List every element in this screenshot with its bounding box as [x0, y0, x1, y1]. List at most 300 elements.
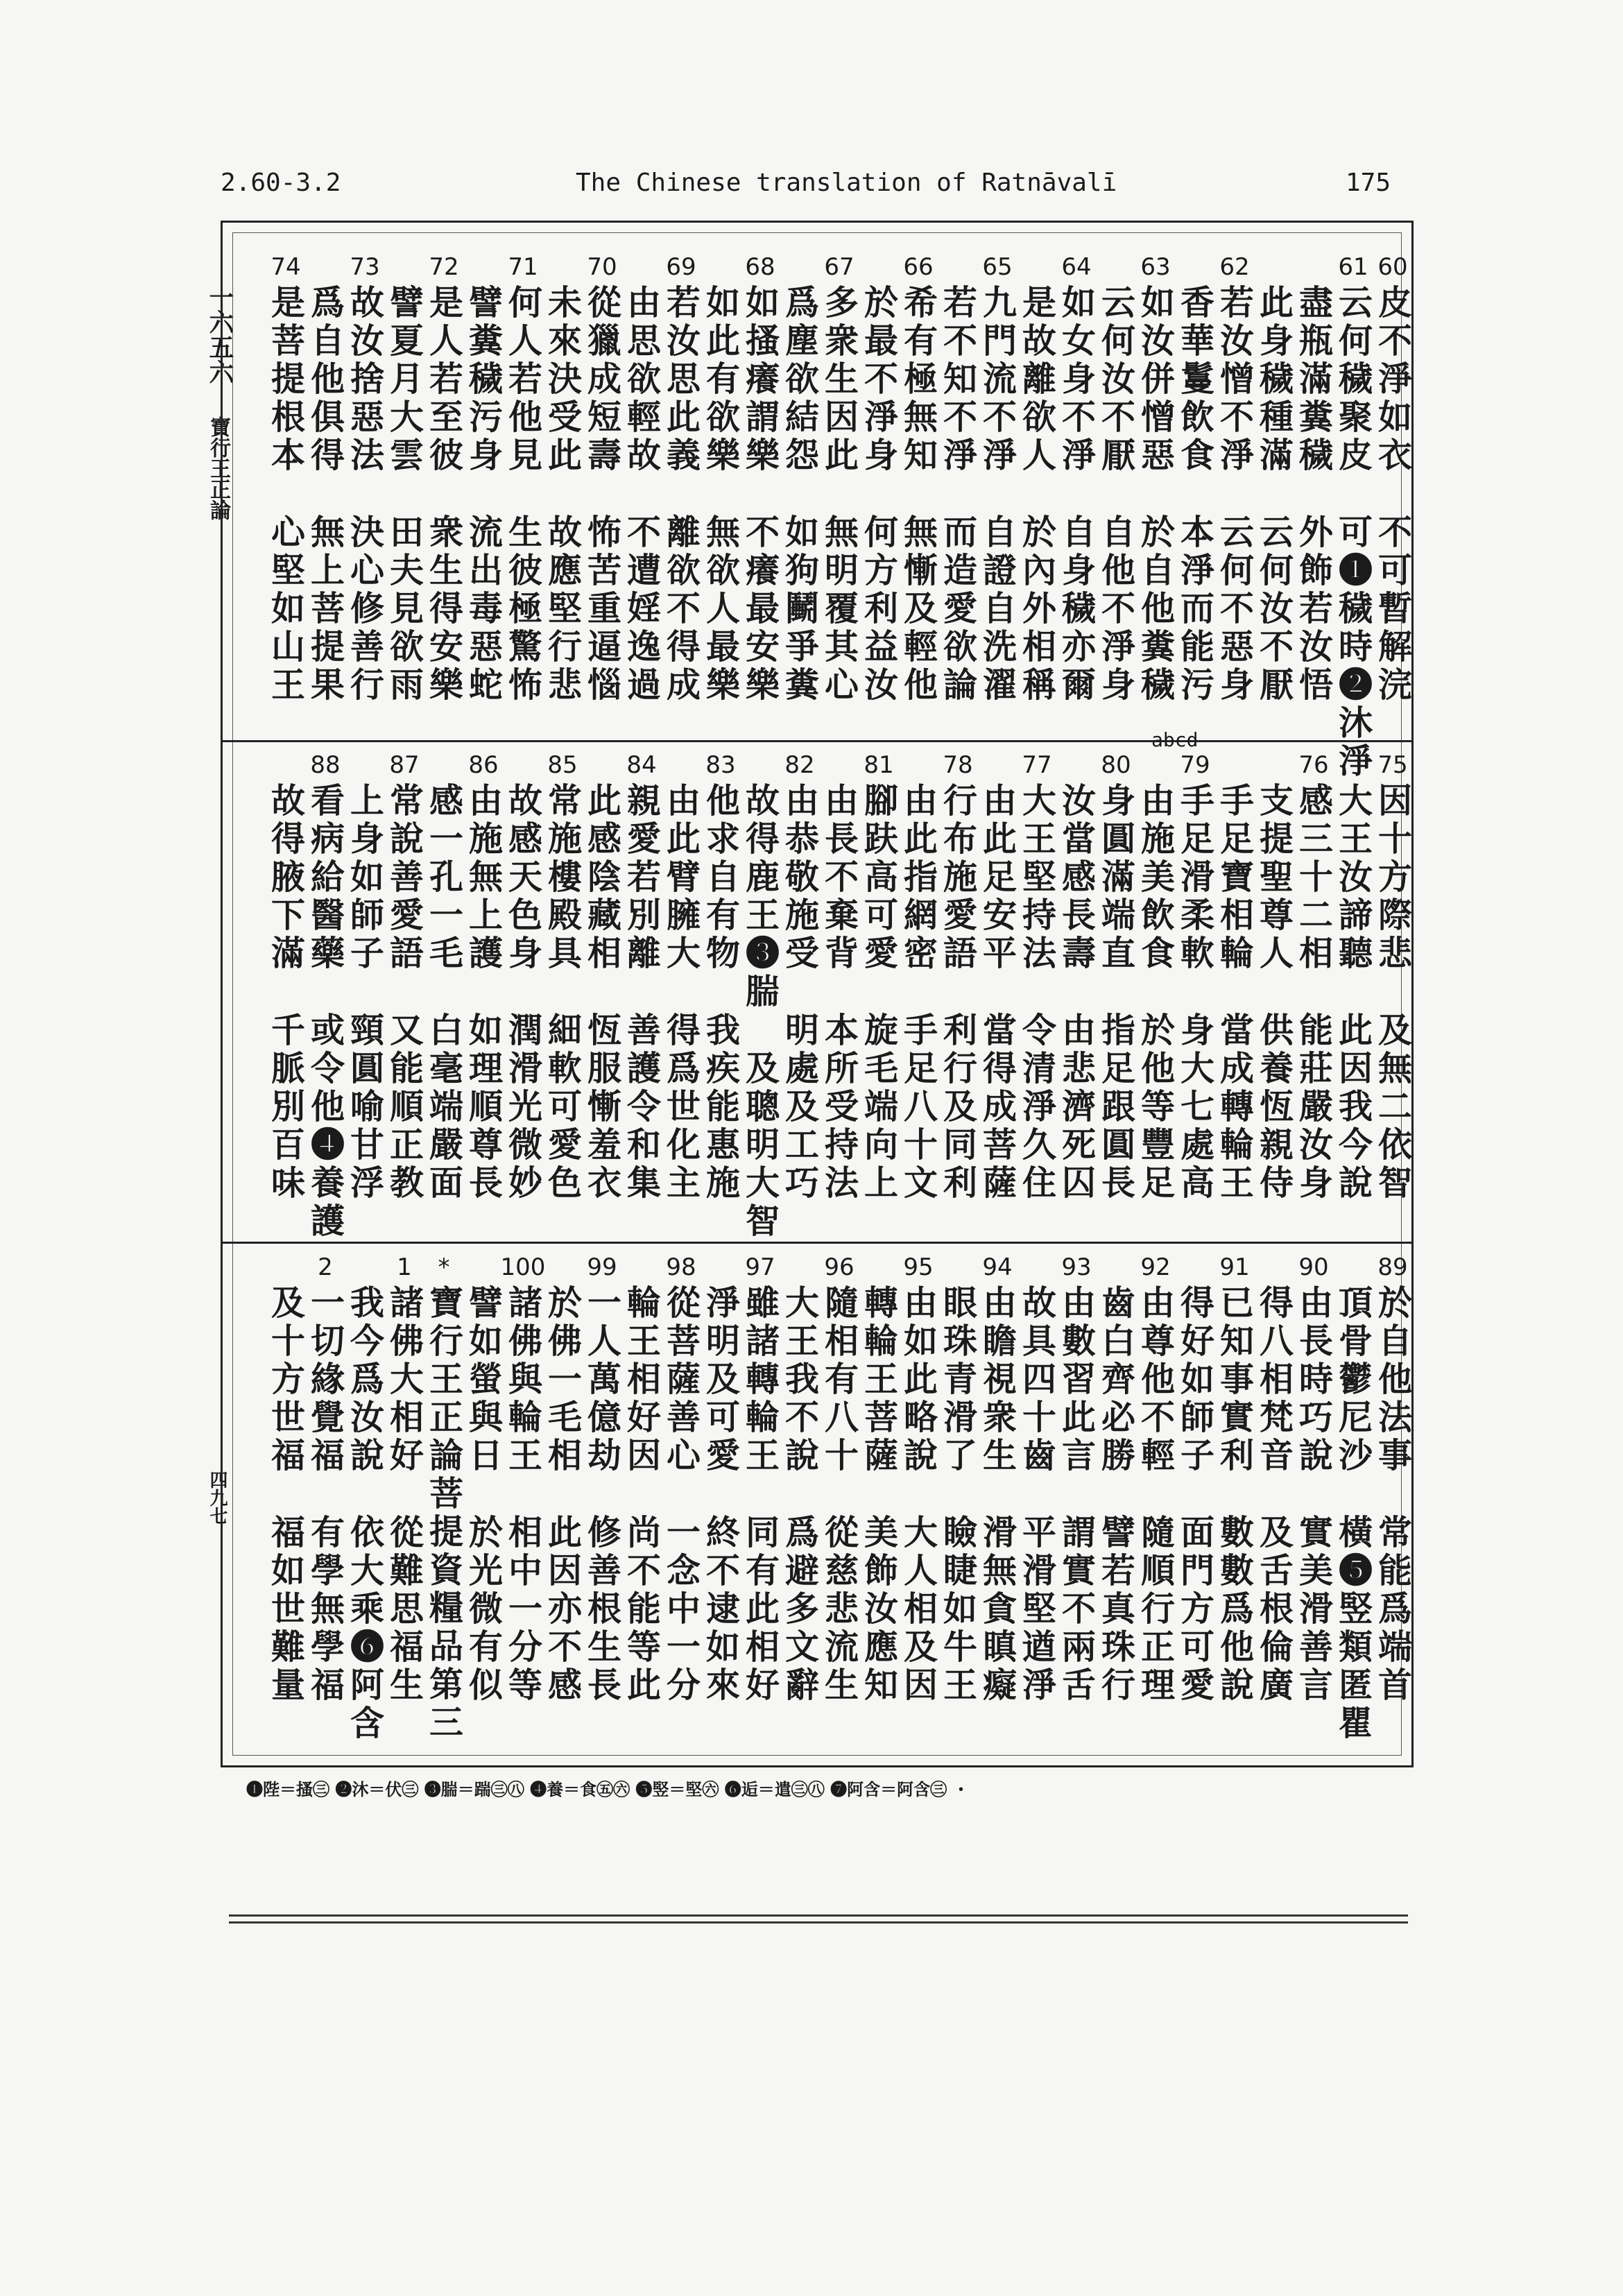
verse-line-upper: 故得鹿王❸腨 [740, 782, 781, 1011]
verse-line-upper: 諸佛與輪王 [503, 1285, 544, 1475]
verse-line-lower: 不遭婬逸過 [621, 514, 662, 705]
verse-column [500, 748, 546, 1203]
verse-line-upper: 譬如螢與日 [463, 1285, 504, 1475]
verse-column [974, 250, 1020, 705]
verse-line-lower: 自證自洗濯 [977, 514, 1018, 705]
verse-line-upper: 多衆生因此 [819, 284, 860, 475]
verse-column [1014, 1250, 1060, 1705]
verse-line-lower: 故應堅行悲 [542, 514, 583, 705]
verse-column [777, 250, 823, 705]
verse-column [1054, 748, 1099, 1203]
verse-line-lower: 恆服慚羞衣 [582, 1012, 623, 1203]
verse-line-lower: 何方利益汝 [859, 514, 900, 705]
verse-column [816, 250, 862, 705]
verse-line-lower: 心堅如山王 [266, 514, 307, 705]
verse-number: 95 [903, 1253, 934, 1281]
verse-line-upper: 希有極無知 [898, 284, 939, 475]
verse-number: 100 [500, 1253, 546, 1281]
verse-column [302, 250, 348, 705]
verse-line-upper: 常說善愛語 [384, 782, 425, 973]
verse-line-lower: 千脈別百味 [266, 1012, 307, 1203]
verse-line-upper: 於最不淨身 [859, 284, 900, 475]
verse-column [302, 748, 348, 1241]
verse-column [1212, 748, 1257, 1203]
verse-column [1172, 250, 1218, 705]
verse-number: 91 [1219, 1253, 1250, 1281]
verse-line-upper: 由瞻視衆生 [977, 1285, 1018, 1475]
verse-number: 67 [824, 253, 855, 281]
verse-line-upper: 於佛一毛相 [542, 1285, 583, 1475]
verse-number: 74 [270, 253, 301, 281]
verse-line-upper: 爲塵欲結怨 [780, 284, 821, 475]
verse-column [935, 748, 981, 1203]
verse-line-lower: 不可暫解浣 [1373, 514, 1414, 705]
verse-line-upper: 手足寶相輪 [1214, 782, 1255, 973]
verse-line-upper: 由此指網密 [898, 782, 939, 973]
verse-number: 83 [705, 751, 736, 779]
verse-line-upper: 由施無上護 [463, 782, 504, 973]
verse-column [1251, 748, 1297, 1203]
verse-column [421, 250, 467, 705]
verse-column [579, 250, 625, 705]
verse-column [342, 250, 388, 705]
verse-line-upper: 及十方世福 [266, 1285, 307, 1475]
verse-number: 90 [1298, 1253, 1329, 1281]
verse-line-lower: 而造愛欲論 [938, 514, 979, 705]
verse-line-lower: 同有此相好 [740, 1514, 781, 1705]
verse-line-lower: 隨順行正理 [1135, 1514, 1176, 1705]
verse-line-upper: 由長不棄背 [819, 782, 860, 973]
verse-column [1370, 748, 1416, 1203]
verse-line-upper: 爲自他俱得 [305, 284, 346, 475]
verse-line-upper: 由數習此言 [1056, 1285, 1097, 1475]
verse-line-upper: 行布施愛語 [938, 782, 979, 973]
verse-number: 1 [397, 1253, 412, 1281]
verse-line-lower: 明處及工巧 [780, 1012, 821, 1203]
verse-line-lower: 當得成菩薩 [977, 1012, 1018, 1203]
verse-line-lower: 外飾若汝悟 [1294, 514, 1334, 705]
verse-number: * [438, 1253, 450, 1281]
verse-line-upper: 大王我不說 [780, 1285, 821, 1475]
verse-number: 72 [429, 253, 459, 281]
verse-line-lower: 身大七處高 [1175, 1012, 1216, 1203]
verse-column [816, 1250, 862, 1705]
verse-line-lower: 潤滑光微妙 [503, 1012, 544, 1203]
margin-page-number: 四九七 [207, 1471, 227, 1525]
verse-line-lower: 無慚及輕他 [898, 514, 939, 705]
verse-line-lower: 譬若真珠行 [1096, 1514, 1137, 1705]
verse-line-lower: 白毫端嚴面 [424, 1012, 465, 1203]
verse-column [1093, 250, 1139, 705]
verse-line-upper: 由此臂臃大 [661, 782, 702, 973]
verse-line-upper: 已知事實利 [1214, 1285, 1255, 1475]
verse-line-upper: 得八相梵音 [1254, 1285, 1295, 1475]
verse-column [1291, 250, 1337, 705]
verse-line-upper: 若汝憎不淨 [1214, 284, 1255, 475]
verse-line-lower: 面門方可愛 [1175, 1514, 1216, 1705]
verse-line-lower: 於自他糞穢 [1135, 514, 1176, 705]
verse-line-upper: 由恭敬施受 [780, 782, 821, 973]
verse-line-lower: 爲避多文辭 [780, 1514, 821, 1705]
verse-line-lower: 可❶穢時❷沐淨 [1333, 514, 1374, 781]
verse-column [1014, 748, 1060, 1203]
footnotes: ❶陛＝搔㊂ ❷沐＝伏㊂ ❸腨＝踹㊂㊇ ❹養＝食㊄㊅ ❺竪＝堅㊅ ❻逅＝遣㊂㊇ ❼阿含＝阿含㊂ ・ [246, 1779, 970, 1799]
verse-column [895, 1250, 941, 1705]
verse-line-lower: 手足八十文 [898, 1012, 939, 1203]
verse-number: 92 [1140, 1253, 1171, 1281]
verse-column [658, 1250, 704, 1705]
verse-column [1054, 250, 1099, 705]
verse-column [1093, 1250, 1139, 1705]
verse-line-upper: 如搔癢謂樂 [740, 284, 781, 475]
verse-line-upper: 若汝思此義 [661, 284, 702, 475]
verse-number: 86 [468, 751, 499, 779]
verse-line-upper: 是菩提根本 [266, 284, 307, 475]
verse-number: 66 [903, 253, 934, 281]
verse-number: 79 [1180, 751, 1210, 779]
verse-column [579, 748, 625, 1203]
verse-line-lower: 由悲濟死囚 [1056, 1012, 1097, 1203]
verse-column [1370, 1250, 1416, 1705]
verse-line-upper: 淨明及可愛 [701, 1285, 741, 1475]
verse-line-upper: 親愛若別離 [621, 782, 662, 973]
verse-column [1093, 748, 1139, 1203]
verse-line-lower: 有學無學福 [305, 1514, 346, 1705]
verse-column [381, 748, 427, 1203]
verse-line-lower: 我疾能惠施 [701, 1012, 741, 1203]
page-range-label: 2.60-3.2 [221, 169, 341, 197]
verse-line-upper: 由如此略說 [898, 1285, 939, 1475]
verse-line-upper: 隨相有八十 [819, 1285, 860, 1475]
verse-line-upper: 感一孔一毛 [424, 782, 465, 973]
verse-number: 62 [1219, 253, 1250, 281]
verse-line-upper: 由尊他不輕 [1135, 1285, 1176, 1475]
verse-line-lower: 福如世難量 [266, 1514, 307, 1705]
verse-column [579, 1250, 625, 1705]
verse-line-upper: 九門流不淨 [977, 284, 1018, 475]
verse-line-lower: 當成轉輪王 [1214, 1012, 1255, 1203]
verse-number: 98 [666, 1253, 696, 1281]
verse-line-upper: 因十方際悲 [1373, 782, 1414, 973]
verse-number: 71 [508, 253, 538, 281]
verse-line-upper: 香華鬘飲食 [1175, 284, 1216, 475]
verse-column [342, 748, 388, 1203]
verse-line-lower: 相中一分等 [503, 1514, 544, 1705]
page-number: 175 [1346, 169, 1391, 197]
verse-line-lower: 此因亦不感 [542, 1514, 583, 1705]
verse-column [540, 250, 585, 705]
verse-line-upper: 於自他法事 [1373, 1285, 1414, 1475]
verse-line-lower: 美飾汝應知 [859, 1514, 900, 1705]
verse-line-lower: 尚不能等此 [621, 1514, 662, 1705]
verse-line-upper: 云何穢聚皮 [1333, 284, 1374, 475]
verse-column [698, 748, 744, 1203]
verse-number: 68 [745, 253, 775, 281]
verse-line-upper: 皮不淨如衣 [1373, 284, 1414, 475]
verse-column [1291, 748, 1337, 1203]
verse-line-lower: 本淨而能污 [1175, 514, 1216, 705]
verse-line-upper: 寶行王正論菩提資糧品第三 [424, 1285, 465, 1742]
verse-column [342, 1250, 388, 1743]
verse-column [1172, 1250, 1218, 1705]
verse-line-lower: 滑無貪瞋癡 [977, 1514, 1018, 1705]
verse-line-upper: 如汝併憎惡 [1135, 284, 1176, 475]
verse-line-upper: 故感天色身 [503, 782, 544, 973]
verse-number: 75 [1377, 751, 1408, 779]
verse-line-lower: 又能順正教 [384, 1012, 425, 1203]
verse-line-lower: 生彼極驚怖 [503, 514, 544, 705]
margin-volume-number: 一六五六 [205, 284, 234, 384]
verse-line-upper: 轉輪王菩薩 [859, 1285, 900, 1475]
verse-line-lower: 云何不惡身 [1214, 514, 1255, 705]
verse-column [619, 748, 664, 1203]
verse-number: 80 [1101, 751, 1131, 779]
verse-column [500, 250, 546, 705]
verse-line-lower: 一念中一分 [661, 1514, 702, 1705]
verse-column [1212, 250, 1257, 705]
verse-line-lower: 本所受持法 [819, 1012, 860, 1203]
verse-line-lower: 實美滑善言 [1294, 1514, 1334, 1705]
verse-line-upper: 由施美飲食 [1135, 782, 1176, 973]
verse-column [1330, 748, 1376, 1203]
verse-number: 69 [666, 253, 696, 281]
verse-line-lower: 流出毒惡蛇 [463, 514, 504, 705]
verse-line-upper: 如女身不淨 [1056, 284, 1097, 475]
verse-column [1251, 1250, 1297, 1705]
verse-line-upper: 何人若他見 [503, 284, 544, 475]
verse-number: 73 [350, 253, 380, 281]
verse-number: 99 [587, 1253, 617, 1281]
verse-line-lower: 終不逮如來 [701, 1514, 741, 1705]
verse-number: 76 [1298, 751, 1329, 779]
verse-line-upper: 得好如師子 [1175, 1285, 1216, 1475]
verse-number: 81 [864, 751, 894, 779]
verse-line-upper: 由長時巧說 [1294, 1285, 1334, 1475]
verse-column [698, 1250, 744, 1705]
verse-column [1212, 1250, 1257, 1705]
verse-column [619, 1250, 664, 1705]
verse-line-lower: 從慈悲流生 [819, 1514, 860, 1705]
verse-line-upper: 他求自有物 [701, 782, 741, 973]
verse-line-upper: 由思欲輕故 [621, 284, 662, 475]
verse-column [1291, 1250, 1337, 1705]
running-title: The Chinese translation of Ratnāvalī [576, 169, 1117, 197]
verse-line-upper: 是人若至彼 [424, 284, 465, 475]
verse-line-lower: 平滑堅遒淨 [1017, 1514, 1058, 1705]
verse-line-lower: 於他等豐足 [1135, 1012, 1176, 1203]
verse-number: 60 [1377, 253, 1408, 281]
verse-line-upper: 大王汝諦聽 [1333, 782, 1374, 973]
verse-line-lower: 常能爲端首 [1373, 1514, 1414, 1705]
verse-column [856, 1250, 902, 1705]
verse-line-lower: 怖苦重逼惱 [582, 514, 623, 705]
verse-number: 89 [1377, 1253, 1408, 1281]
verse-line-upper: 齒白齊必勝 [1096, 1285, 1137, 1475]
verse-column [1133, 748, 1178, 1203]
bottom-rule [229, 1921, 1408, 1924]
verse-number: 96 [824, 1253, 855, 1281]
verse-line-lower: 無上菩提果 [305, 514, 346, 705]
verse-line-upper: 故具四十齒 [1017, 1285, 1058, 1475]
verse-line-upper: 一切緣覺福 [305, 1285, 346, 1475]
verse-line-upper: 大王堅持法 [1017, 782, 1058, 973]
verse-line-upper: 譬糞穢污身 [463, 284, 504, 475]
verse-line-upper: 從菩薩善心 [661, 1285, 702, 1475]
verse-number: 93 [1061, 1253, 1092, 1281]
verse-line-lower: 供養恆親侍 [1254, 1012, 1295, 1203]
verse-column [737, 748, 783, 1241]
verse-line-upper: 感三十二相 [1294, 782, 1334, 973]
verse-column [698, 250, 744, 705]
verse-column [421, 1250, 467, 1781]
verse-line-upper: 盡瓶滿糞穢 [1294, 284, 1334, 475]
verse-line-lower: 利行及同利 [938, 1012, 979, 1203]
verse-line-lower: 善護令和集 [621, 1012, 662, 1203]
verse-column [421, 748, 467, 1203]
verse-line-lower: 大人相及因 [898, 1514, 939, 1705]
verse-number: 63 [1140, 253, 1171, 281]
verse-column [935, 250, 981, 705]
verse-line-upper: 輪王相好因 [621, 1285, 662, 1475]
verse-line-lower: 及聰明大智 [740, 1050, 781, 1241]
verse-number: 82 [784, 751, 815, 779]
verse-column [1133, 250, 1178, 705]
verse-line-lower: 細軟可愛色 [542, 1012, 583, 1203]
verse-column [895, 748, 941, 1203]
verse-line-upper: 是故離欲人 [1017, 284, 1058, 475]
verse-line-upper: 雖諸轉輪王 [740, 1285, 781, 1475]
verse-number: 65 [982, 253, 1013, 281]
verse-column [263, 748, 309, 1203]
verse-number: 85 [547, 751, 578, 779]
margin-title: 寶行王正論 [206, 416, 230, 520]
verse-line-upper: 譬夏月大雲 [384, 284, 425, 475]
verse-column [263, 1250, 309, 1705]
verse-column [619, 250, 664, 705]
verse-column [777, 1250, 823, 1705]
verse-number: 87 [389, 751, 420, 779]
verse-column [500, 1250, 546, 1705]
verse-line-lower: 及無二依智 [1373, 1012, 1414, 1203]
verse-line-upper: 諸佛大相好 [384, 1285, 425, 1475]
verse-column [816, 748, 862, 1203]
verse-column [1014, 250, 1060, 705]
verse-number: 78 [943, 751, 973, 779]
verse-line-lower: 決心修善行 [345, 514, 386, 705]
verse-column [1251, 250, 1297, 705]
verse-line-upper: 眼珠青滑了 [938, 1285, 979, 1475]
verse-column [461, 748, 506, 1203]
verse-line-upper: 如此有欲樂 [701, 284, 741, 475]
verse-line-lower: 無欲人最樂 [701, 514, 741, 705]
verse-line-upper: 云何汝不厭 [1096, 284, 1137, 475]
verse-line-lower: 離欲不得成 [661, 514, 702, 705]
verse-line-upper: 看病給醫藥 [305, 782, 346, 973]
verse-column [381, 1250, 427, 1705]
verse-line-lower: 修善根生長 [582, 1514, 623, 1705]
verse-line-lower: 此因我今說 [1333, 1012, 1374, 1203]
verse-line-upper: 未來決受此 [542, 284, 583, 475]
verse-column [461, 250, 506, 705]
verse-column [381, 250, 427, 705]
verse-line-lower: 或令他❹養護 [305, 1012, 346, 1241]
verse-column [935, 1250, 981, 1705]
verse-line-lower: 指足跟圓長 [1096, 1012, 1137, 1203]
verse-line-lower: 自身穢亦爾 [1056, 514, 1097, 705]
verse-line-upper: 從獵成短壽 [582, 284, 623, 475]
verse-column [1330, 250, 1376, 781]
verse-line-upper: 一人萬億劫 [582, 1285, 623, 1475]
verse-line-lower: 依大乘❻阿含 [345, 1514, 386, 1743]
verse-column [1330, 1250, 1376, 1743]
verse-line-lower: 如狗鬭爭糞 [780, 514, 821, 705]
verse-line-upper: 腳趺高可愛 [859, 782, 900, 973]
verse-column [856, 748, 902, 1203]
verse-line-upper: 身圓滿端直 [1096, 782, 1137, 973]
bottom-rule [229, 1914, 1408, 1917]
verse-number: 88 [310, 751, 341, 779]
band-divider [221, 740, 1414, 742]
verse-number: 94 [982, 1253, 1013, 1281]
verse-line-upper: 由此足安平 [977, 782, 1018, 973]
verse-column [895, 250, 941, 705]
verse-column [658, 748, 704, 1203]
verse-line-upper: 此身穢種滿 [1254, 284, 1295, 475]
verse-line-lower: 如理順尊長 [463, 1012, 504, 1203]
verse-line-upper: 此感陰藏相 [582, 782, 623, 973]
verse-line-upper: 故得腋下滿 [266, 782, 307, 973]
verse-line-lower: 瞼睫如牛王 [938, 1514, 979, 1705]
verse-line-lower: 謂實不兩舌 [1056, 1514, 1097, 1705]
verse-column [974, 1250, 1020, 1705]
verse-number: 97 [745, 1253, 775, 1281]
verse-column [658, 250, 704, 705]
verse-column [1370, 250, 1416, 705]
verse-line-upper: 汝當感長壽 [1056, 782, 1097, 973]
verse-number: 84 [626, 751, 657, 779]
verse-column [737, 1250, 783, 1705]
verse-column [856, 250, 902, 705]
verse-column [461, 1250, 506, 1705]
verse-line-lower: 得爲世化主 [661, 1012, 702, 1203]
verse-number: 64 [1061, 253, 1092, 281]
verse-column [777, 748, 823, 1203]
verse-line-lower: 於內外相稱 [1017, 514, 1058, 705]
verse-column [1172, 748, 1218, 1203]
verse-number: 61 [1338, 253, 1368, 281]
abcd-mark: abcd [1151, 728, 1199, 751]
band-divider [221, 1242, 1414, 1244]
verse-column [974, 748, 1020, 1203]
verse-column [1133, 1250, 1178, 1705]
verse-line-lower: 不癢最安樂 [740, 514, 781, 705]
verse-line-lower: 田夫見欲雨 [384, 514, 425, 705]
verse-number: 77 [1022, 751, 1052, 779]
verse-number: 70 [587, 253, 617, 281]
verse-column [540, 748, 585, 1203]
verse-line-upper: 若不知不淨 [938, 284, 979, 475]
verse-line-upper: 我今爲汝說 [345, 1285, 386, 1475]
verse-line-upper: 故汝捨惡法 [345, 284, 386, 475]
verse-line-lower: 自他不淨身 [1096, 514, 1137, 705]
verse-column [263, 250, 309, 705]
verse-line-upper: 頂骨鬱尼沙 [1333, 1285, 1374, 1475]
verse-line-lower: 及舌根倫廣 [1254, 1514, 1295, 1705]
verse-line-upper: 上身如師子 [345, 782, 386, 973]
verse-line-lower: 令清淨久住 [1017, 1012, 1058, 1203]
verse-line-upper: 支提聖尊人 [1254, 782, 1295, 973]
verse-line-lower: 於光微有似 [463, 1514, 504, 1705]
